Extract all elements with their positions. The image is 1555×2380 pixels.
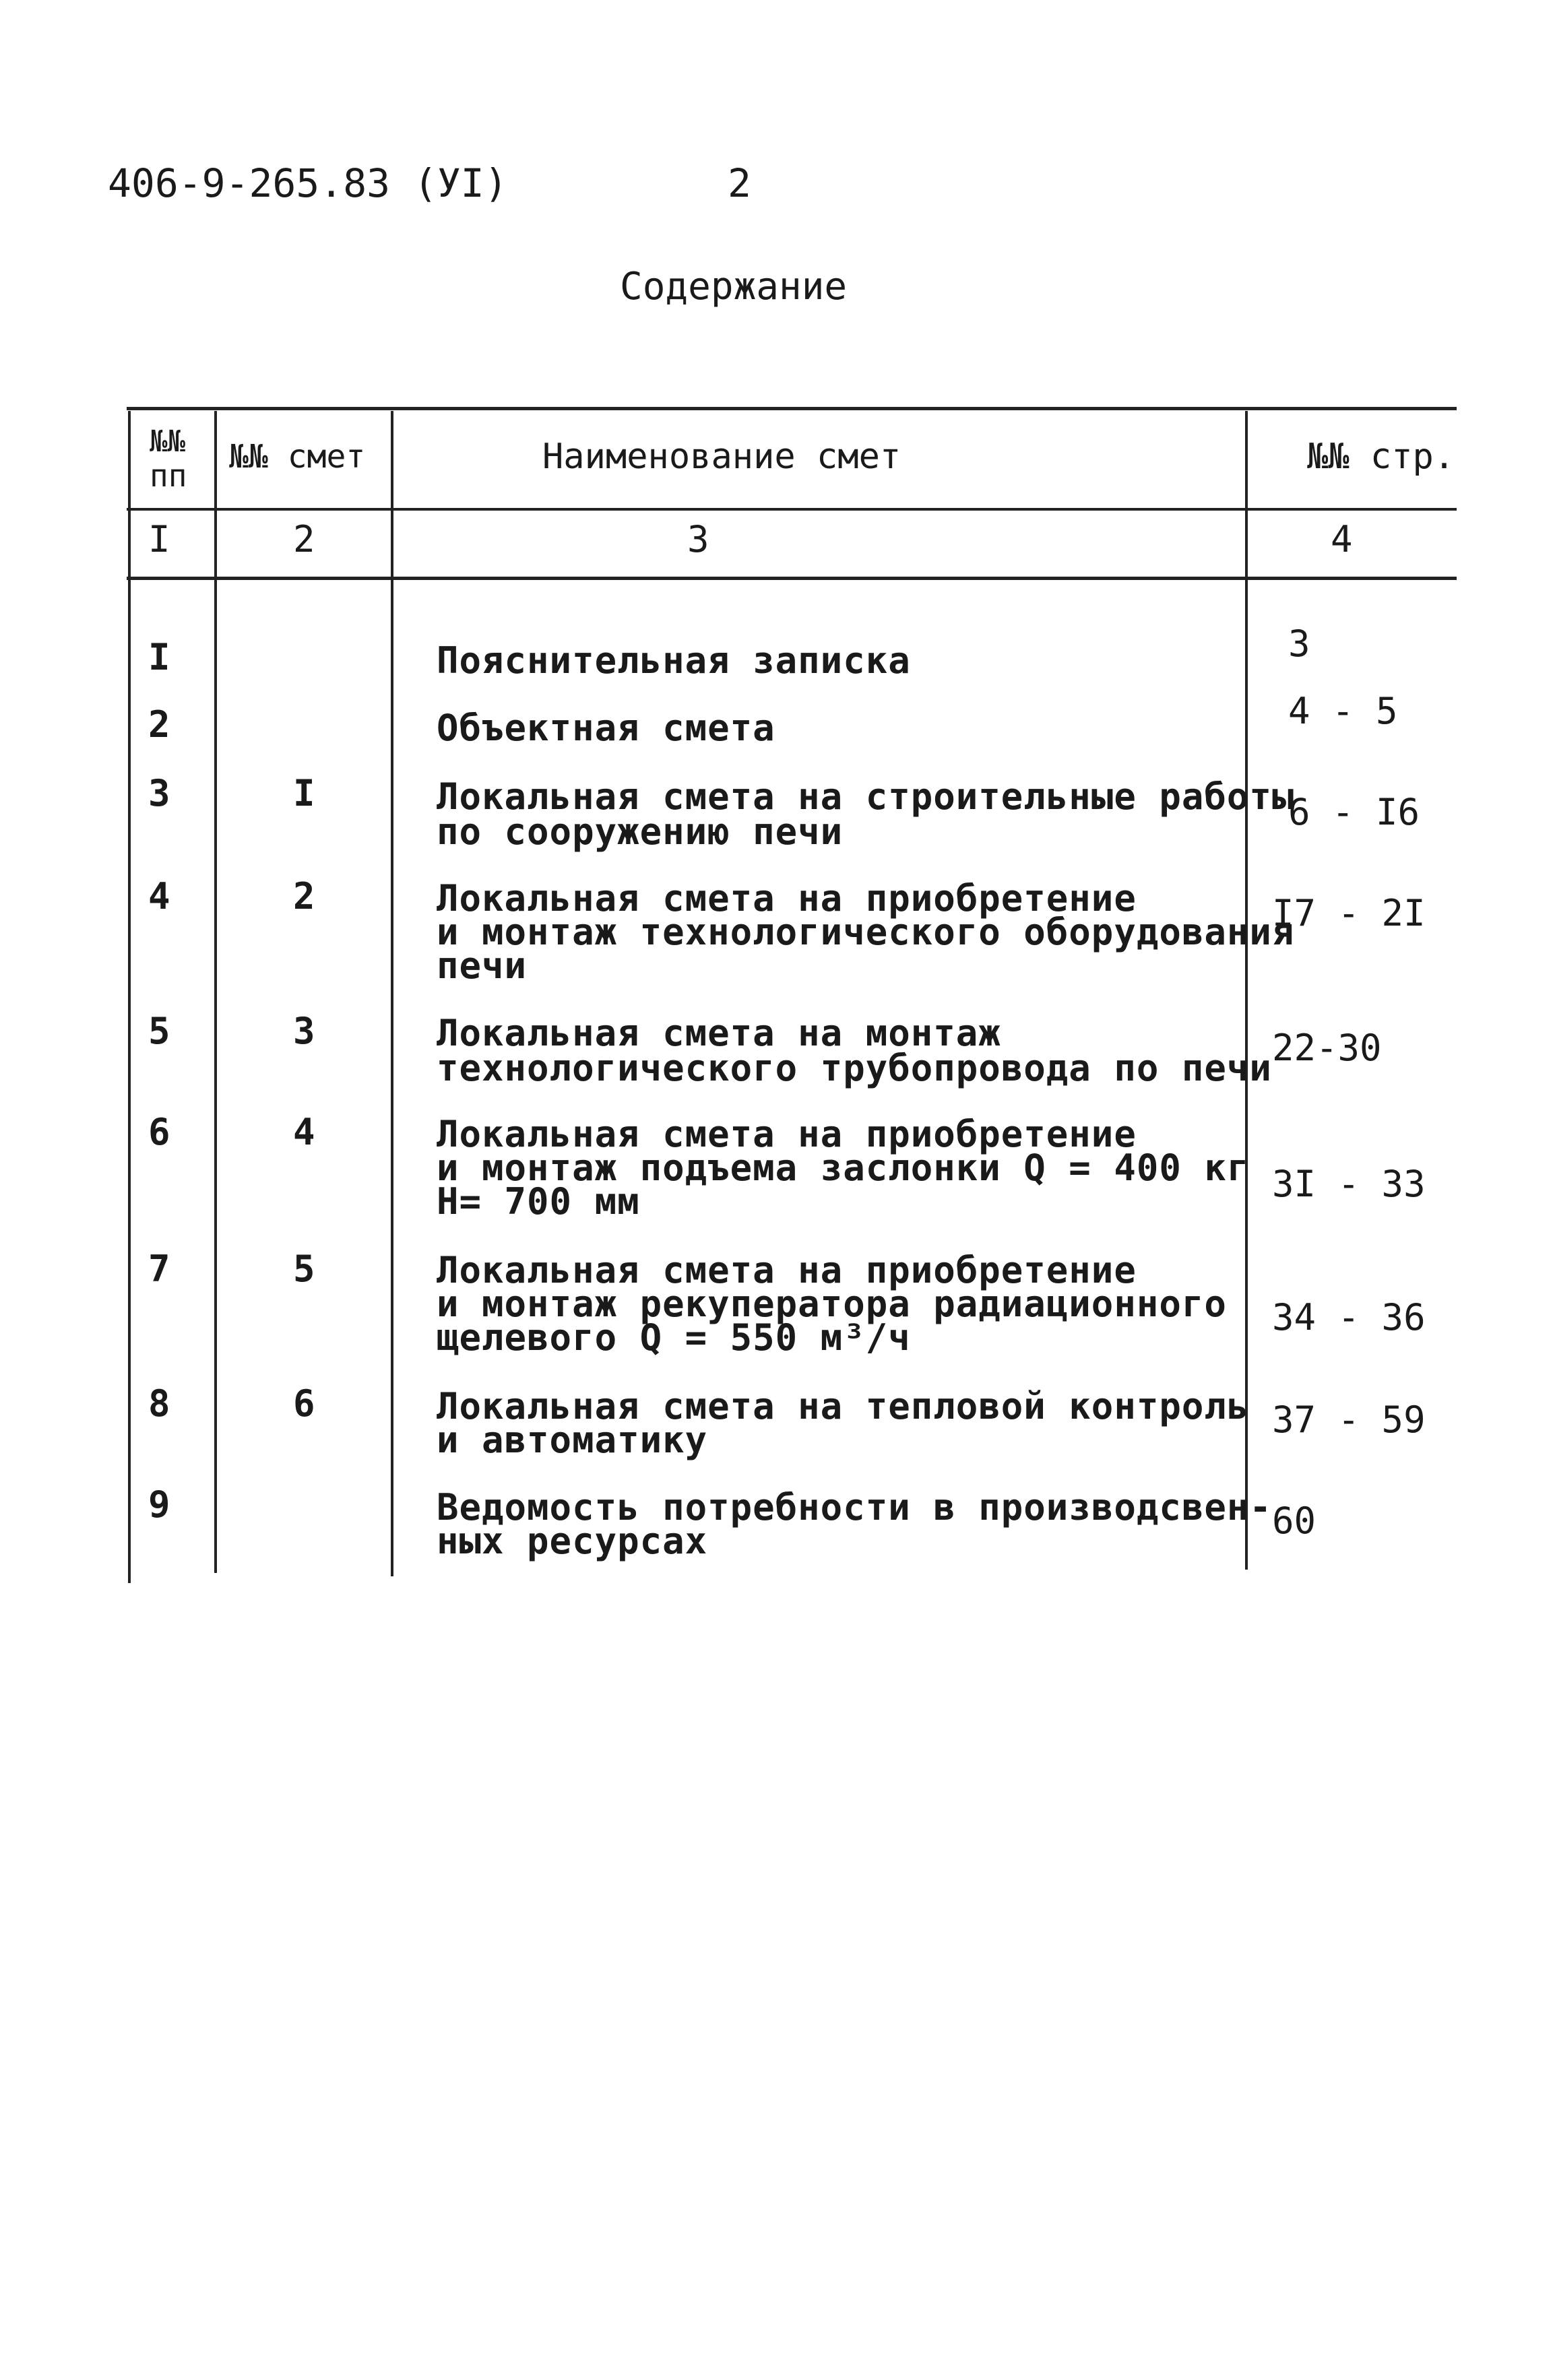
column-number-2: 2 [293,518,315,560]
table-colnum-rule [127,577,1457,580]
row-name-line: Объектная смета [437,707,775,749]
row-number: 7 [148,1248,170,1290]
table-left-border [128,411,131,1583]
row-name-line: щелевого Q = 550 м³/ч [437,1316,911,1359]
row-pages: 34 - 36 [1272,1296,1426,1339]
column-number-1: I [148,518,170,560]
row-name-line: Локальная смета на приобретение [437,1249,1137,1291]
row-smeta-number: 6 [293,1382,315,1425]
header-col4: №№ стр. [1307,437,1455,477]
header-col3: Наименование смет [542,437,901,477]
row-name-line: H= 700 мм [437,1180,640,1223]
row-name-line: Локальная смета на приобретение [437,1113,1137,1155]
row-name-line: Локальная смета на монтаж [437,1012,1001,1054]
row-smeta-number: 5 [293,1248,315,1290]
row-number: I [148,636,170,678]
row-number: 6 [148,1111,170,1153]
row-smeta-number: 4 [293,1111,315,1153]
header-col1-line1: №№ [150,424,185,459]
row-smeta-number: I [293,772,315,814]
row-name-line: по сооружению печи [437,810,844,853]
row-name-line: Локальная смета на тепловой контроль [437,1385,1250,1427]
row-number: 3 [148,772,170,814]
row-name-line: и монтаж подъема заслонки Q = 400 кг [437,1147,1250,1189]
row-name-line: ных ресурсах [437,1520,708,1562]
column-number-4: 4 [1331,518,1353,560]
row-smeta-number: 3 [293,1010,315,1052]
row-pages: 60 [1272,1500,1316,1542]
row-name-line: Локальная смета на строительные работы [437,775,1295,818]
header-col2: №№ смет [229,438,366,476]
header-col1-line2: пп [150,457,187,494]
row-name-line: и монтаж технологического оборудования [437,911,1295,953]
document-code: 406-9-265.83 (УI) [108,160,508,206]
row-pages: 4 - 5 [1288,690,1398,732]
row-name-line: и автоматику [437,1419,708,1461]
row-pages: 22-30 [1272,1027,1382,1069]
row-pages: 6 - I6 [1288,791,1420,833]
row-name-line: Ведомость потребности в производсвен- [437,1486,1272,1529]
row-name-line: и монтаж рекуператора радиационного [437,1283,1227,1325]
row-number: 9 [148,1483,170,1526]
row-number: 8 [148,1382,170,1425]
column-divider-1 [214,411,217,1573]
row-name-line: Локальная смета на приобретение [437,877,1137,920]
row-pages: 37 - 59 [1272,1398,1426,1441]
row-name-line: технологического трубопровода по печи [437,1047,1272,1089]
row-name-line: печи [437,944,528,987]
row-pages: I7 - 2I [1272,892,1426,934]
column-divider-2 [391,411,393,1576]
row-number: 4 [148,875,170,918]
column-number-3: 3 [687,518,709,560]
table-top-rule [127,407,1457,410]
row-pages: 3I - 33 [1272,1163,1426,1205]
page-number: 2 [728,160,751,206]
row-number: 5 [148,1010,170,1052]
row-number: 2 [148,703,170,746]
row-pages: 3 [1288,622,1310,665]
page-title: Содержание [620,265,848,309]
row-smeta-number: 2 [293,875,315,918]
row-name-line: Пояснительная записка [437,639,911,682]
table-header-rule [127,508,1457,511]
